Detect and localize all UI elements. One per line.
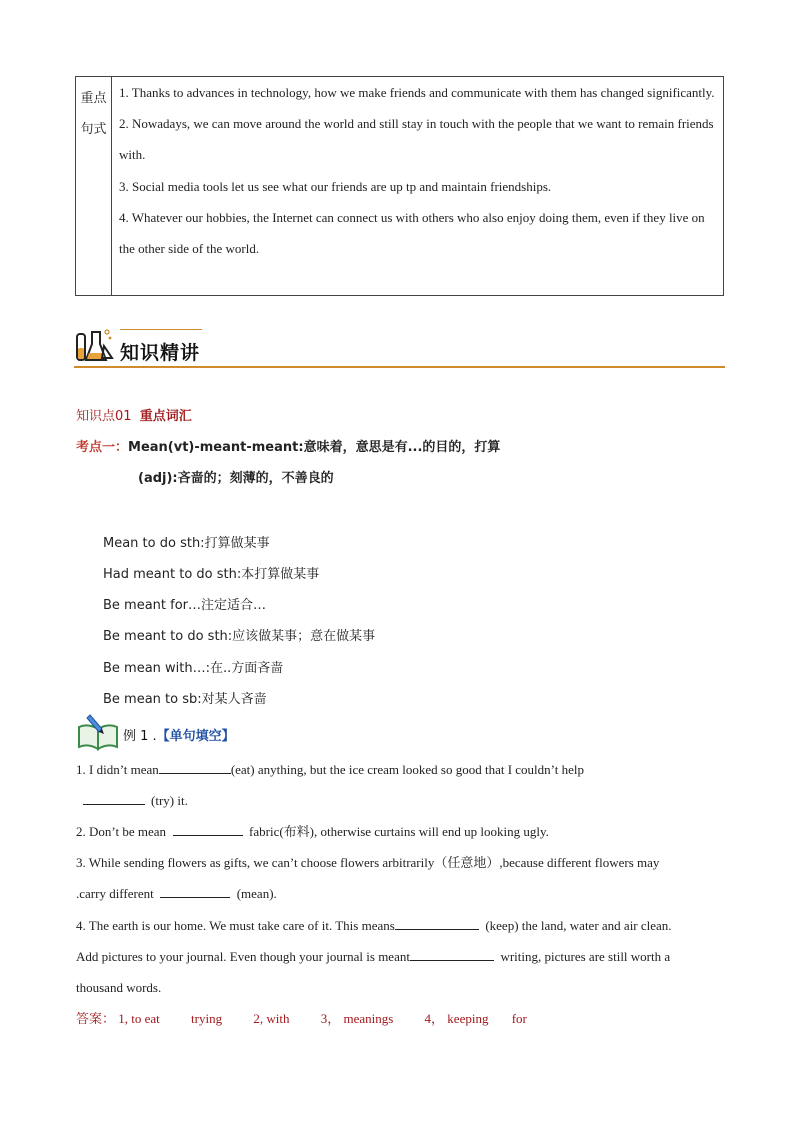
phrase-5: Be mean with…:在..方面吝啬	[103, 661, 284, 676]
answer-label: 答案：	[76, 1012, 116, 1027]
example-label	[123, 725, 235, 744]
book-pencil-icon	[76, 713, 122, 751]
q4-text-b: (keep) the land, water and air clean.	[485, 918, 672, 933]
answer-item-3: 2, with	[253, 1011, 290, 1026]
q3-text-c: (mean).	[236, 886, 277, 901]
q3-text-a: 3. While sending flowers as gifts, we can’t choose flowers arbitrarily（任意地）,because different flowers may	[76, 855, 660, 870]
q4-blank-1[interactable]	[395, 917, 479, 930]
key-sentences-table	[75, 76, 724, 296]
knowledge-point-label: 知识点01	[76, 409, 132, 424]
q2-text-b: fabric(布料), otherwise curtains will end up looking ugly.	[249, 824, 549, 839]
lab-flask-icon	[74, 326, 114, 366]
sentence-1: 1. Thanks to advances in technology, how we make friends and communicate with them has changed significantly.	[119, 85, 715, 100]
question-4	[76, 910, 724, 1003]
question-2	[76, 816, 724, 847]
example-header	[76, 713, 316, 753]
q4-text-d: writing, pictures are still worth a	[500, 949, 671, 964]
answer-line	[76, 1008, 555, 1027]
section-underline	[74, 366, 725, 368]
q2-blank[interactable]	[173, 823, 243, 836]
q3-text-b: .carry different	[76, 886, 154, 901]
q4-blank-2[interactable]	[410, 948, 494, 961]
sentence-2: 2. Nowadays, we can move around the world and still stay in touch with the people that we want to remain friends with.	[119, 116, 714, 163]
phrase-4: Be meant to do sth:应该做某事；意在做某事	[103, 629, 376, 644]
key-item-line1	[76, 436, 500, 455]
table-content-cell	[112, 77, 723, 295]
q4-text-c: Add pictures to your journal. Even though your journal is meant	[76, 949, 410, 964]
q3-blank[interactable]	[160, 885, 230, 898]
q2-text-a: 2. Don’t be mean	[76, 824, 167, 839]
example-type: 【单句填空】	[156, 729, 235, 744]
sentence-4: 4. Whatever our hobbies, the Internet can connect us with others who also enjoy doing them, even if they live on the other side of the world.	[119, 209, 705, 257]
question-3	[76, 847, 724, 909]
q1-text-a: 1. I didn’t mean	[76, 762, 159, 777]
sentence-3: 3. Social media tools let us see what our friends are up tp and maintain friendships.	[119, 178, 552, 194]
q1-blank-2[interactable]	[83, 792, 145, 805]
answer-item-4: 3， meanings	[320, 1011, 394, 1026]
table-header-cell	[76, 77, 112, 295]
key-item-definition: Mean(vt)-meant-meant:意味着，意思是有...的目的，打算	[128, 440, 501, 455]
answer-item-1: 1, to eat	[118, 1011, 160, 1026]
section-title: 知识精讲	[120, 342, 201, 364]
phrase-3: Be meant for…注定适合…	[103, 598, 267, 613]
section-top-line	[120, 329, 202, 330]
q4-text-a: 4. The earth is our home. We must take care of it. This means	[76, 918, 395, 933]
knowledge-point-heading	[76, 405, 192, 424]
q1-blank-1[interactable]	[159, 761, 231, 774]
example-number: 例 1 .	[123, 729, 157, 744]
key-item-label: 考点一：	[76, 440, 129, 455]
key-item-line2: (adj):吝啬的；刻薄的，不善良的	[138, 471, 334, 486]
knowledge-point-title: 重点词汇	[139, 409, 192, 424]
answer-item-5: 4， keeping	[424, 1011, 489, 1026]
phrase-6: Be mean to sb:对某人吝啬	[103, 692, 267, 707]
q1-text-c: (try) it.	[151, 793, 188, 808]
phrase-1: Mean to do sth:打算做某事	[103, 536, 270, 551]
q1-text-b: (eat) anything, but the ice cream looked so good that I couldn’t help	[230, 762, 584, 777]
q4-text-e: thousand words.	[76, 980, 162, 995]
question-1	[76, 754, 724, 816]
answer-item-6: for	[511, 1011, 527, 1026]
section-header	[74, 324, 725, 370]
table-header-text: 重点句式	[80, 91, 107, 137]
answer-item-2: trying	[191, 1011, 223, 1026]
phrase-2: Had meant to do sth:本打算做某事	[103, 567, 320, 582]
